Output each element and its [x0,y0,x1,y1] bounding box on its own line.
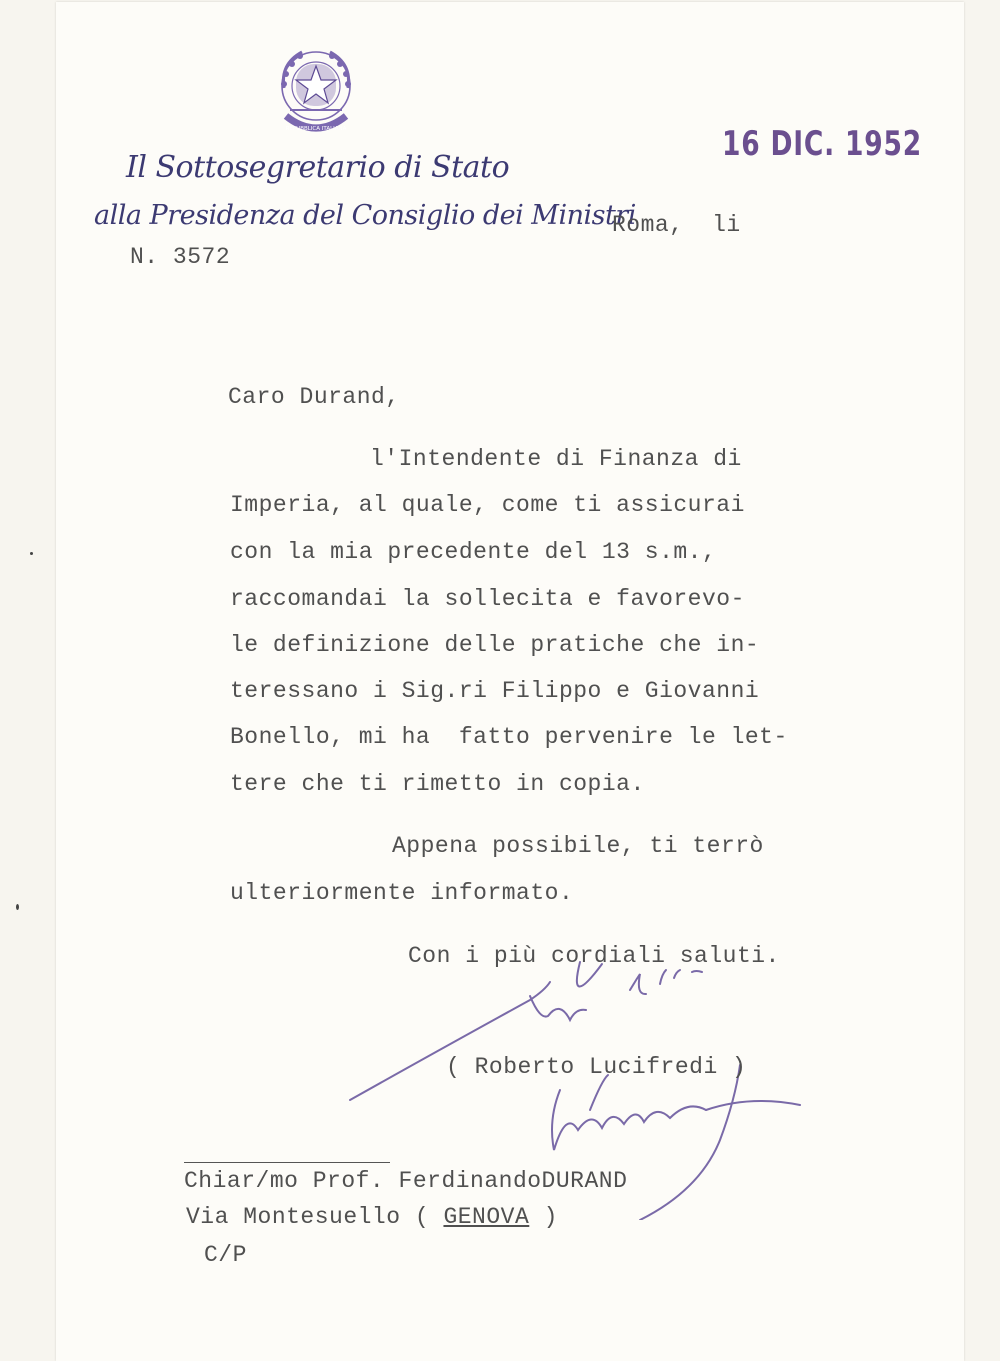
recipient-city: GENOVA [443,1204,530,1230]
svg-text:REPUBBLICA ITALIANA: REPUBBLICA ITALIANA [285,126,347,132]
body-line: ulteriormente informato. [230,880,574,906]
body-line: raccomandai la sollecita e favorevo- [230,586,745,612]
recipient-line2 [186,1204,558,1230]
paper-speck [16,904,19,910]
body-line: tere che ti rimetto in copia. [230,771,645,797]
body-line: con la mia precedente del 13 s.m., [230,539,717,565]
body-line: Imperia, al quale, come ti assicurai [230,492,745,518]
recipient-line2-suffix: ) [529,1204,558,1230]
typed-signature-name: ( Roberto Lucifredi ) [446,1054,747,1080]
recipient-line1: Chiar/mo Prof. FerdinandoDURAND [184,1168,628,1194]
body-line: Appena possibile, ti terrò [392,833,764,859]
protocol-number: N. 3572 [130,244,231,270]
republic-emblem-icon [272,44,360,140]
place-date-line: Roma, li [612,212,741,238]
salutation: Caro Durand, [228,384,400,410]
date-stamp: 16 DIC. 1952 [722,124,922,164]
body-line: teressano i Sig.ri Filippo e Giovanni [230,678,760,704]
closing: Con i più cordiali saluti. [408,943,780,969]
recipient-street: Via Montesuello ( [186,1204,444,1230]
recipient-rule [184,1162,390,1163]
recipient-line3: C/P [204,1242,247,1268]
body-line: Bonello, mi ha fatto pervenire le let- [230,724,788,750]
letterhead-title-line2: alla Presidenza del Consiglio dei Ministri [94,200,636,231]
body-line: le definizione delle pratiche che in- [230,632,760,658]
paper-speck [30,552,33,555]
body-line: l'Intendente di Finanza di [370,446,742,472]
letterhead-title-line1: Il Sottosegretario di Stato [126,150,510,185]
